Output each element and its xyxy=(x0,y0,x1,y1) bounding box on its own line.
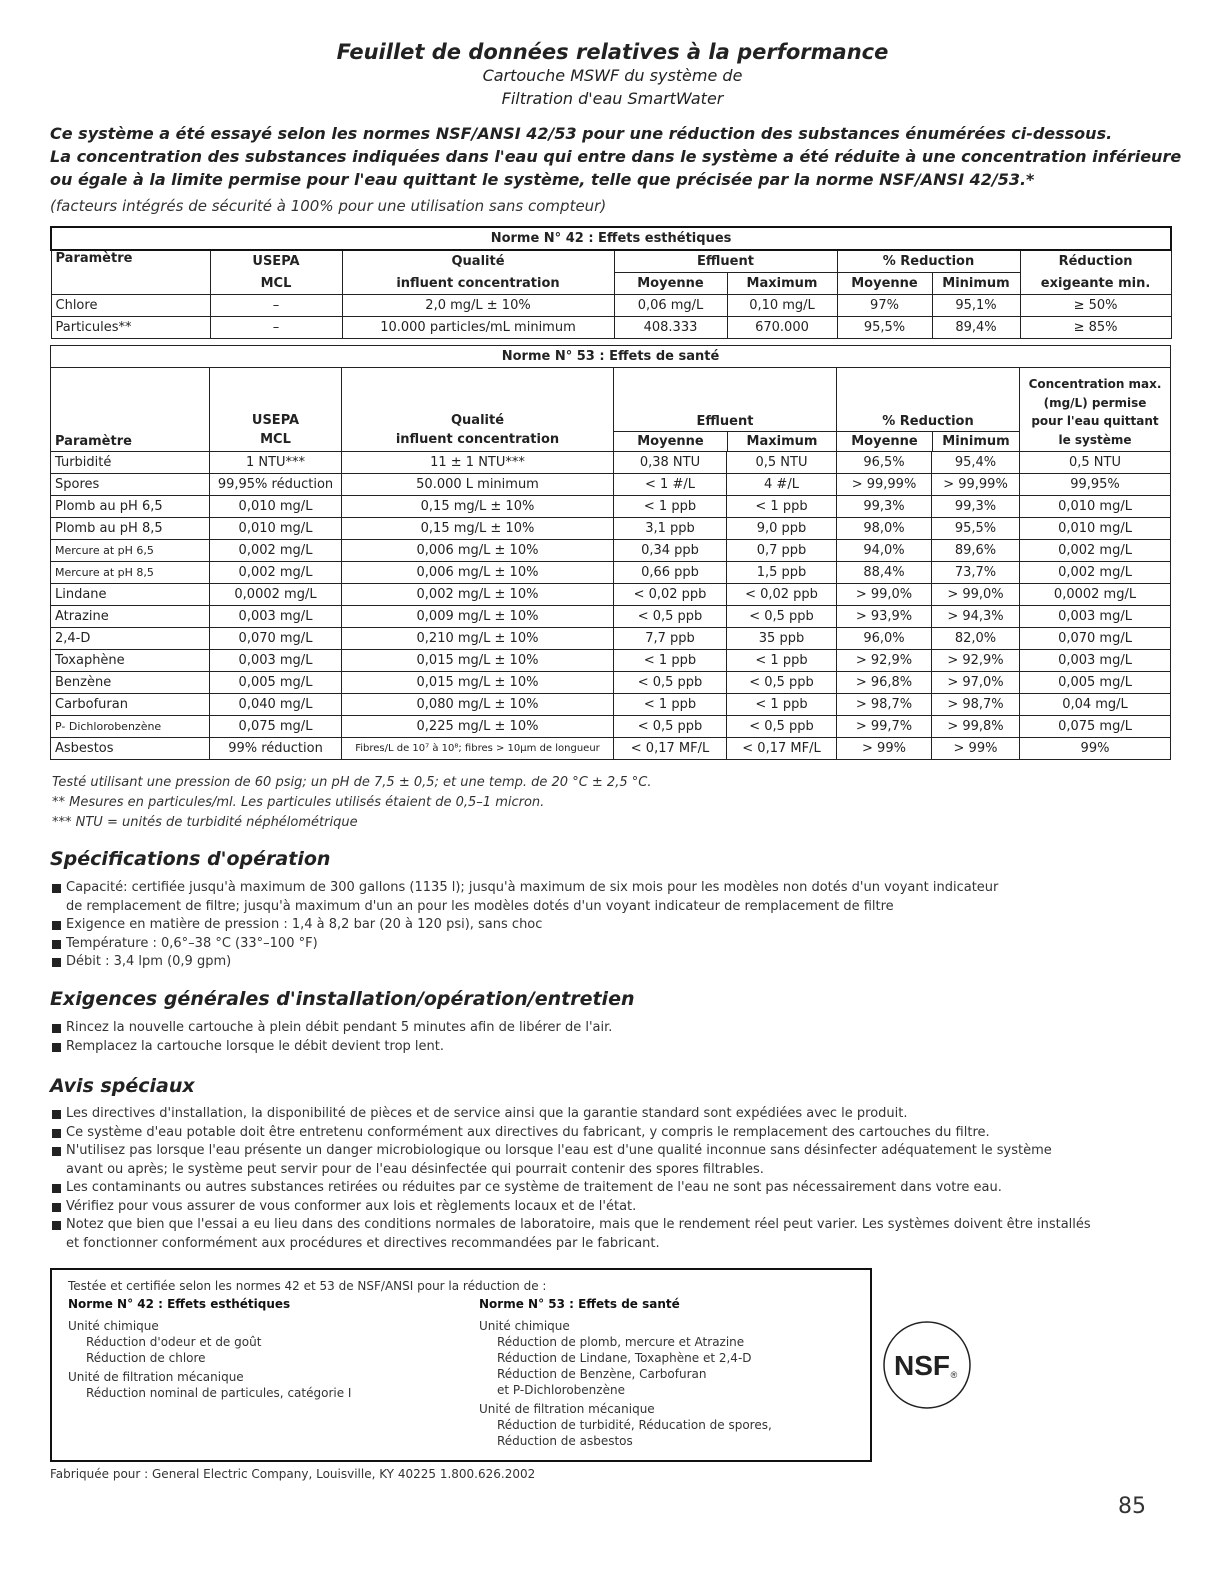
table-cell: ≥ 50% xyxy=(1020,295,1171,317)
table-cell: 82,0% xyxy=(932,628,1020,650)
cert-right-l5: et P-Dichlorobenzène xyxy=(497,1383,625,1397)
table-cell: 2,4-D xyxy=(51,628,210,650)
table-cell: < 0,02 ppb xyxy=(614,584,727,606)
table-cell: 0,009 mg/L ± 10% xyxy=(342,606,614,628)
table-row xyxy=(51,496,1171,518)
table-cell: < 1 ppb xyxy=(614,496,727,518)
table-cell: > 99% xyxy=(837,738,932,760)
page-number: 85 xyxy=(1118,1494,1146,1519)
table-row xyxy=(51,584,1171,606)
table-cell: 0,005 mg/L xyxy=(1020,672,1171,694)
table-cell: Carbofuran xyxy=(51,694,210,716)
table-cell: > 99,0% xyxy=(932,584,1020,606)
table-cell: Atrazine xyxy=(51,606,210,628)
table-cell: 73,7% xyxy=(932,562,1020,584)
table-cell: < 1 #/L xyxy=(614,474,727,496)
table-row xyxy=(51,672,1171,694)
avis-1: Les directives d'installation, la disponibilité de pièces et de service ainsi que la garantie standard sont expédiées avec le produit. xyxy=(50,1105,1180,1124)
table-cell: 0,075 mg/L xyxy=(210,716,342,738)
table-cell: > 97,0% xyxy=(932,672,1020,694)
table-cell: < 1 ppb xyxy=(727,694,837,716)
table-cell: ≥ 85% xyxy=(1020,317,1171,339)
table-cell: 0,005 mg/L xyxy=(210,672,342,694)
table-cell: < 1 ppb xyxy=(727,650,837,672)
table-cell: 0,210 mg/L ± 10% xyxy=(342,628,614,650)
table-cell: 670.000 xyxy=(727,317,837,339)
table-cell: 89,6% xyxy=(932,540,1020,562)
table-cell: 99,95% xyxy=(1020,474,1171,496)
col-conc-4: le système xyxy=(1058,432,1132,447)
table-cell: 1,5 ppb xyxy=(727,562,837,584)
cert-right-l1: Unité chimique xyxy=(479,1319,570,1333)
avis-2: Ce système d'eau potable doit être entretenu conformément aux directives du fabricant, y compris le remplacement des cartouches du filtre. xyxy=(50,1124,1180,1143)
table-cell: 0,015 mg/L ± 10% xyxy=(342,672,614,694)
table-cell: 0,003 mg/L xyxy=(210,650,342,672)
table-cell: 96,5% xyxy=(837,452,932,474)
table-cell: 0,04 mg/L xyxy=(1020,694,1171,716)
table-cell: – xyxy=(210,295,342,317)
table-cell: > 94,3% xyxy=(932,606,1020,628)
cert-intro: Testée et certifiée selon les normes 42 et 53 de NSF/ANSI pour la réduction de : xyxy=(68,1279,547,1293)
specs-capacity xyxy=(50,879,1180,916)
table-cell: < 0,5 ppb xyxy=(614,716,727,738)
col-mcl: MCL xyxy=(260,432,291,447)
table-cell: 0,10 mg/L xyxy=(727,295,837,317)
table-cell: 95,4% xyxy=(932,452,1020,474)
col-eff-maximum: Maximum xyxy=(727,273,837,295)
table-cell: > 92,9% xyxy=(837,650,932,672)
avis-heading: Avis spéciaux xyxy=(50,1075,195,1097)
table-cell: Plomb au pH 8,5 xyxy=(51,518,210,540)
table-row xyxy=(51,628,1171,650)
table-cell: > 98,7% xyxy=(837,694,932,716)
specs-capacity-line1: Capacité: certifiée jusqu'à maximum de 300 gallons (1135 l); jusqu'à maximum de six mois pour les modèles non dotés d'un voyant indicateur xyxy=(66,880,999,895)
avis-3-line1: N'utilisez pas lorsque l'eau présente un danger microbiologique ou lorsque l'eau est d'une qualité inconnue sans désinfecter adéquatement le système xyxy=(66,1143,1052,1158)
table-norme-53 xyxy=(50,345,1171,760)
table-cell: 94,0% xyxy=(837,540,932,562)
table-cell: 7,7 ppb xyxy=(614,628,727,650)
footer-manufacturer: Fabriquée pour : General Electric Company, Louisville, KY 40225 1.800.626.2002 xyxy=(50,1467,536,1481)
table-cell: 3,1 ppb xyxy=(614,518,727,540)
col-red-moyenne: Moyenne xyxy=(837,273,932,295)
install-rinse: Rincez la nouvelle cartouche à plein débit pendant 5 minutes afin de libérer de l'air. xyxy=(50,1019,1180,1038)
cert-left-l5: Réduction nominal de particules, catégorie I xyxy=(86,1386,352,1400)
table-cell: 0,070 mg/L xyxy=(210,628,342,650)
table-cell: < 0,5 ppb xyxy=(727,716,837,738)
table-cell: 0,15 mg/L ± 10% xyxy=(342,496,614,518)
avis-6-line1: Notez que bien que l'essai a eu lieu dans des conditions normales de laboratoire, mais que le rendement réel peut varier. Les systèmes doivent être installés xyxy=(66,1217,1091,1232)
table-cell: 50.000 L minimum xyxy=(342,474,614,496)
table-cell: Plomb au pH 6,5 xyxy=(51,496,210,518)
col-eff-maximum: Maximum xyxy=(746,434,818,449)
table-cell: 0,003 mg/L xyxy=(1020,650,1171,672)
table-cell: < 0,17 MF/L xyxy=(727,738,837,760)
avis-3 xyxy=(50,1142,1180,1179)
table-cell: 0,003 mg/L xyxy=(1020,606,1171,628)
col-reduction: % Reduction xyxy=(882,414,974,429)
table-cell: 99,3% xyxy=(932,496,1020,518)
table-row xyxy=(51,452,1171,474)
page-title: Feuillet de données relatives à la performance xyxy=(336,40,889,64)
col-influent: influent concentration xyxy=(342,273,614,295)
col-influent: influent concentration xyxy=(395,432,560,447)
table-cell: 0,040 mg/L xyxy=(210,694,342,716)
col-reduction-group xyxy=(837,368,1020,452)
nsf-logo-icon xyxy=(882,1320,972,1410)
avis-3-line2: avant ou après; le système peut servir pour de l'eau désinfectée qui pourrait contenir des spores filtrables. xyxy=(66,1161,764,1177)
col-eff-moyenne: Moyenne xyxy=(614,432,728,451)
specs-pressure: Exigence en matière de pression : 1,4 à 8,2 bar (20 à 120 psi), sans choc xyxy=(50,916,1180,935)
table-row xyxy=(51,518,1171,540)
col-conc-2: (mg/L) permise xyxy=(1043,395,1147,410)
col-param: Paramètre xyxy=(51,250,210,295)
table-cell: Toxaphène xyxy=(51,650,210,672)
table-cell: Turbidité xyxy=(51,452,210,474)
intro-line-3: ou égale à la limite permise pour l'eau quittant le système, telle que précisée par la norme NSF/ANSI 42/53.* xyxy=(50,170,1035,189)
table-cell: > 98,7% xyxy=(932,694,1020,716)
table-cell: 0,0002 mg/L xyxy=(210,584,342,606)
cert-right-l8: Réduction de asbestos xyxy=(497,1434,633,1448)
col-qualite: Qualité xyxy=(342,250,614,273)
col-mcl: MCL xyxy=(210,273,342,295)
col-effluent: Effluent xyxy=(614,250,837,273)
table-cell: 0,070 mg/L xyxy=(1020,628,1171,650)
table-cell: 0,06 mg/L xyxy=(614,295,727,317)
table-cell: > 99,99% xyxy=(837,474,932,496)
table-cell: 0,002 mg/L xyxy=(1020,562,1171,584)
table-row xyxy=(51,716,1171,738)
nsf-logo-text: NSF xyxy=(894,1350,950,1381)
table-cell: Mercure at pH 6,5 xyxy=(51,540,210,562)
table-cell: 9,0 ppb xyxy=(727,518,837,540)
nsf-registered-mark: ® xyxy=(950,1370,958,1380)
cert-left-l3: Réduction de chlore xyxy=(86,1351,206,1365)
table-cell: Mercure at pH 8,5 xyxy=(51,562,210,584)
table-cell: 11 ± 1 NTU*** xyxy=(342,452,614,474)
col-redmin-2: exigeante min. xyxy=(1020,273,1171,295)
cert-right-l6: Unité de filtration mécanique xyxy=(479,1402,655,1416)
table-cell: > 99,99% xyxy=(932,474,1020,496)
table-cell: Fibres/L de 10⁷ à 10⁸; fibres > 10µm de longueur xyxy=(342,738,614,760)
cert-right-l3: Réduction de Lindane, Toxaphène et 2,4-D xyxy=(497,1351,752,1365)
intro-line-1: Ce système a été essayé selon les normes NSF/ANSI 42/53 pour une réduction des substances énumérées ci-dessous. xyxy=(50,124,1113,143)
table-cell: 0,006 mg/L ± 10% xyxy=(342,562,614,584)
table-cell: 0,006 mg/L ± 10% xyxy=(342,540,614,562)
table-cell: 0,5 NTU xyxy=(727,452,837,474)
specs-list xyxy=(50,879,1180,972)
cert-left-l2: Réduction d'odeur et de goût xyxy=(86,1335,262,1349)
table-cell: 0,010 mg/L xyxy=(1020,496,1171,518)
avis-6-line2: et fonctionner conformément aux procédures et directives recommandées par le fabricant. xyxy=(66,1235,660,1251)
subtitle-line-1: Cartouche MSWF du système de xyxy=(482,66,743,85)
table-cell: < 0,5 ppb xyxy=(727,606,837,628)
cert-right-l7: Réduction de turbidité, Réducation de spores, xyxy=(497,1418,772,1432)
col-redmin: Réduction xyxy=(1020,250,1171,273)
table-cell: 0,66 ppb xyxy=(614,562,727,584)
note-test-conditions: Testé utilisant une pression de 60 psig; un pH de 7,5 ± 0,5; et une temp. de 20 °C ± 2,5 °C. xyxy=(52,775,652,790)
avis-4: Les contaminants ou autres substances retirées ou réduites par ce système de traitement de l'eau ne sont pas nécessairement dans votre eau. xyxy=(50,1179,1180,1198)
table-cell: 97% xyxy=(837,295,932,317)
install-replace: Remplacez la cartouche lorsque le débit devient trop lent. xyxy=(50,1038,1180,1057)
note-ntu: *** NTU = unités de turbidité néphélométrique xyxy=(52,815,358,830)
table-42-title: Norme N° 42 : Effets esthétiques xyxy=(51,227,1171,250)
table-53-body xyxy=(51,452,1171,760)
specs-flow: Débit : 3,4 lpm (0,9 gpm) xyxy=(50,953,1180,972)
table-cell: 0,002 mg/L xyxy=(210,562,342,584)
table-cell: < 0,17 MF/L xyxy=(614,738,727,760)
intro-line-2: La concentration des substances indiquées dans l'eau qui entre dans le système a été réduite à une concentration inférieure xyxy=(50,147,1182,166)
table-cell: < 1 ppb xyxy=(727,496,837,518)
table-cell: 0,015 mg/L ± 10% xyxy=(342,650,614,672)
table-cell: 4 #/L xyxy=(727,474,837,496)
table-cell: 0,225 mg/L ± 10% xyxy=(342,716,614,738)
table-cell: 98,0% xyxy=(837,518,932,540)
note-particules: ** Mesures en particules/ml. Les particules utilisés étaient de 0,5–1 micron. xyxy=(52,795,545,810)
col-usepa-mcl xyxy=(210,368,342,452)
cert-left xyxy=(68,1296,351,1401)
table-cell: 0,7 ppb xyxy=(727,540,837,562)
table-cell: 99,3% xyxy=(837,496,932,518)
table-cell: > 96,8% xyxy=(837,672,932,694)
col-reduction: % Reduction xyxy=(837,250,1020,273)
col-usepa: USEPA xyxy=(210,250,342,273)
col-conc-3: pour l'eau quittant xyxy=(1031,414,1159,428)
table-cell: 0,010 mg/L xyxy=(210,496,342,518)
col-usepa: USEPA xyxy=(251,413,300,428)
table-cell: 0,003 mg/L xyxy=(210,606,342,628)
col-effluent-group xyxy=(614,368,837,452)
table-cell: 2,0 mg/L ± 10% xyxy=(342,295,614,317)
cert-left-l4: Unité de filtration mécanique xyxy=(68,1370,244,1384)
col-red-minimum: Minimum xyxy=(932,273,1020,295)
table-cell: 0,15 mg/L ± 10% xyxy=(342,518,614,540)
table-cell: 99% réduction xyxy=(210,738,342,760)
cert-right-title: Norme N° 53 : Effets de santé xyxy=(479,1297,680,1311)
table-row xyxy=(51,650,1171,672)
avis-list xyxy=(50,1105,1180,1253)
table-cell: < 0,5 ppb xyxy=(614,672,727,694)
table-42-body xyxy=(51,295,1171,339)
table-cell: 0,5 NTU xyxy=(1020,452,1171,474)
table-row xyxy=(51,474,1171,496)
table-cell: Particules** xyxy=(51,317,210,339)
table-cell: Lindane xyxy=(51,584,210,606)
table-cell: < 0,5 ppb xyxy=(614,606,727,628)
table-row xyxy=(51,562,1171,584)
table-cell: < 1 ppb xyxy=(614,650,727,672)
table-cell: 35 ppb xyxy=(727,628,837,650)
certification-box xyxy=(50,1268,872,1462)
col-param: Paramètre xyxy=(51,368,210,452)
cert-right-l4: Réduction de Benzène, Carbofuran xyxy=(497,1367,707,1381)
col-red-moyenne: Moyenne xyxy=(837,432,933,451)
table-cell: < 1 ppb xyxy=(614,694,727,716)
table-cell: 0,075 mg/L xyxy=(1020,716,1171,738)
intro-line-4: (facteurs intégrés de sécurité à 100% pour une utilisation sans compteur) xyxy=(50,197,607,215)
table-cell: > 99% xyxy=(932,738,1020,760)
install-list xyxy=(50,1019,1180,1056)
specs-capacity-line2: de remplacement de filtre; jusqu'à maximum d'un an pour les modèles dotés d'un voyant indicateur de remplacement de filtre xyxy=(66,898,894,914)
table-cell: 0,002 mg/L xyxy=(210,540,342,562)
avis-5: Vérifiez pour vous assurer de vous conformer aux lois et règlements locaux et de l'état. xyxy=(50,1198,1180,1217)
col-eff-moyenne: Moyenne xyxy=(614,273,727,295)
table-cell: 96,0% xyxy=(837,628,932,650)
table-cell: 89,4% xyxy=(932,317,1020,339)
cert-right xyxy=(479,1296,772,1449)
table-cell: > 99,7% xyxy=(837,716,932,738)
table-cell: 0,010 mg/L xyxy=(1020,518,1171,540)
table-row xyxy=(51,540,1171,562)
specs-temperature: Température : 0,6°–38 °C (33°–100 °F) xyxy=(50,935,1180,954)
table-cell: < 0,02 ppb xyxy=(727,584,837,606)
table-row xyxy=(51,694,1171,716)
table-53-title: Norme N° 53 : Effets de santé xyxy=(51,346,1171,368)
table-cell: > 93,9% xyxy=(837,606,932,628)
table-cell: 88,4% xyxy=(837,562,932,584)
table-cell: P- Dichlorobenzène xyxy=(51,716,210,738)
table-cell: > 99,8% xyxy=(932,716,1020,738)
col-qualite-label: Qualité xyxy=(450,413,505,428)
table-cell: 0,38 NTU xyxy=(614,452,727,474)
cert-right-l2: Réduction de plomb, mercure et Atrazine xyxy=(497,1335,745,1349)
col-qualite xyxy=(342,368,614,452)
table-cell: 95,5% xyxy=(837,317,932,339)
table-cell: 99% xyxy=(1020,738,1171,760)
table-cell: 1 NTU*** xyxy=(210,452,342,474)
table-cell: Chlore xyxy=(51,295,210,317)
table-row xyxy=(51,317,1171,339)
table-cell: 408.333 xyxy=(614,317,727,339)
table-row xyxy=(51,295,1171,317)
table-row xyxy=(51,606,1171,628)
table-cell: Asbestos xyxy=(51,738,210,760)
table-cell: 0,010 mg/L xyxy=(210,518,342,540)
table-cell: 0,002 mg/L ± 10% xyxy=(342,584,614,606)
table-cell: Benzène xyxy=(51,672,210,694)
table-cell: 0,34 ppb xyxy=(614,540,727,562)
table-cell: > 92,9% xyxy=(932,650,1020,672)
cert-left-l1: Unité chimique xyxy=(68,1319,159,1333)
table-cell: 10.000 particles/mL minimum xyxy=(342,317,614,339)
table-cell: > 99,0% xyxy=(837,584,932,606)
col-conc-max xyxy=(1020,368,1171,452)
avis-6 xyxy=(50,1216,1180,1253)
table-cell: 99,95% réduction xyxy=(210,474,342,496)
install-heading: Exigences générales d'installation/opération/entretien xyxy=(50,988,635,1010)
col-red-minimum: Minimum xyxy=(942,434,1010,449)
table-cell: – xyxy=(210,317,342,339)
table-norme-42 xyxy=(50,226,1172,339)
cert-left-title: Norme N° 42 : Effets esthétiques xyxy=(68,1297,291,1311)
subtitle-line-2: Filtration d'eau SmartWater xyxy=(501,89,724,108)
table-cell: Spores xyxy=(51,474,210,496)
table-cell: 95,5% xyxy=(932,518,1020,540)
col-effluent: Effluent xyxy=(696,414,754,429)
table-cell: 0,080 mg/L ± 10% xyxy=(342,694,614,716)
table-cell: < 0,5 ppb xyxy=(727,672,837,694)
table-cell: 0,002 mg/L xyxy=(1020,540,1171,562)
table-cell: 0,0002 mg/L xyxy=(1020,584,1171,606)
specs-heading: Spécifications d'opération xyxy=(50,848,331,870)
col-conc-1: Concentration max. xyxy=(1028,377,1162,391)
table-row xyxy=(51,738,1171,760)
table-cell: 95,1% xyxy=(932,295,1020,317)
